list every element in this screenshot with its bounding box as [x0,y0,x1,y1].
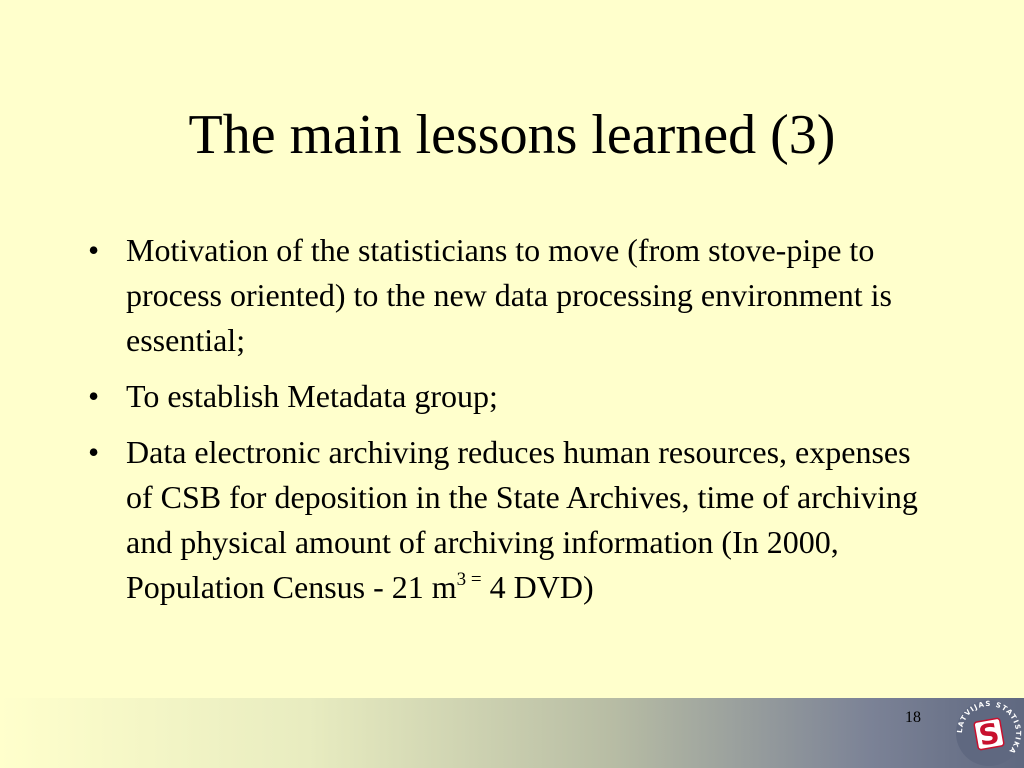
slide-title: The main lessons learned (3) [188,104,836,166]
csb-logo-icon [954,698,1024,768]
logo-letter: S [976,716,1002,753]
bullet-text-main: Data electronic archiving reduces human resources, expenses of CSB for deposition in the State Archives, time of archiving and physical amount of archiving information (In 2000, Population Census - 21 m [126,434,918,605]
page-number: 18 [905,709,921,726]
list-item [88,228,938,363]
superscript-cubic: 3 = [456,569,482,590]
bullet-icon: • [88,434,100,470]
list-item [88,430,938,610]
bullet-text: Motivation of the statisticians to move (from stove-pipe to process oriented) to the new data processing environment is essential; [126,232,892,358]
bullet-icon: • [88,378,100,414]
logo-ring-text: LATVIJAS STATISTIKA [955,699,1023,756]
list-item [88,374,938,419]
bullet-text: To establish Metadata group; [126,378,498,414]
bullet-text-end: 4 DVD) [481,569,594,605]
bullet-list [88,228,938,621]
bullet-icon: • [88,232,100,268]
footer-band [0,698,1024,768]
bullet-text [126,434,918,605]
